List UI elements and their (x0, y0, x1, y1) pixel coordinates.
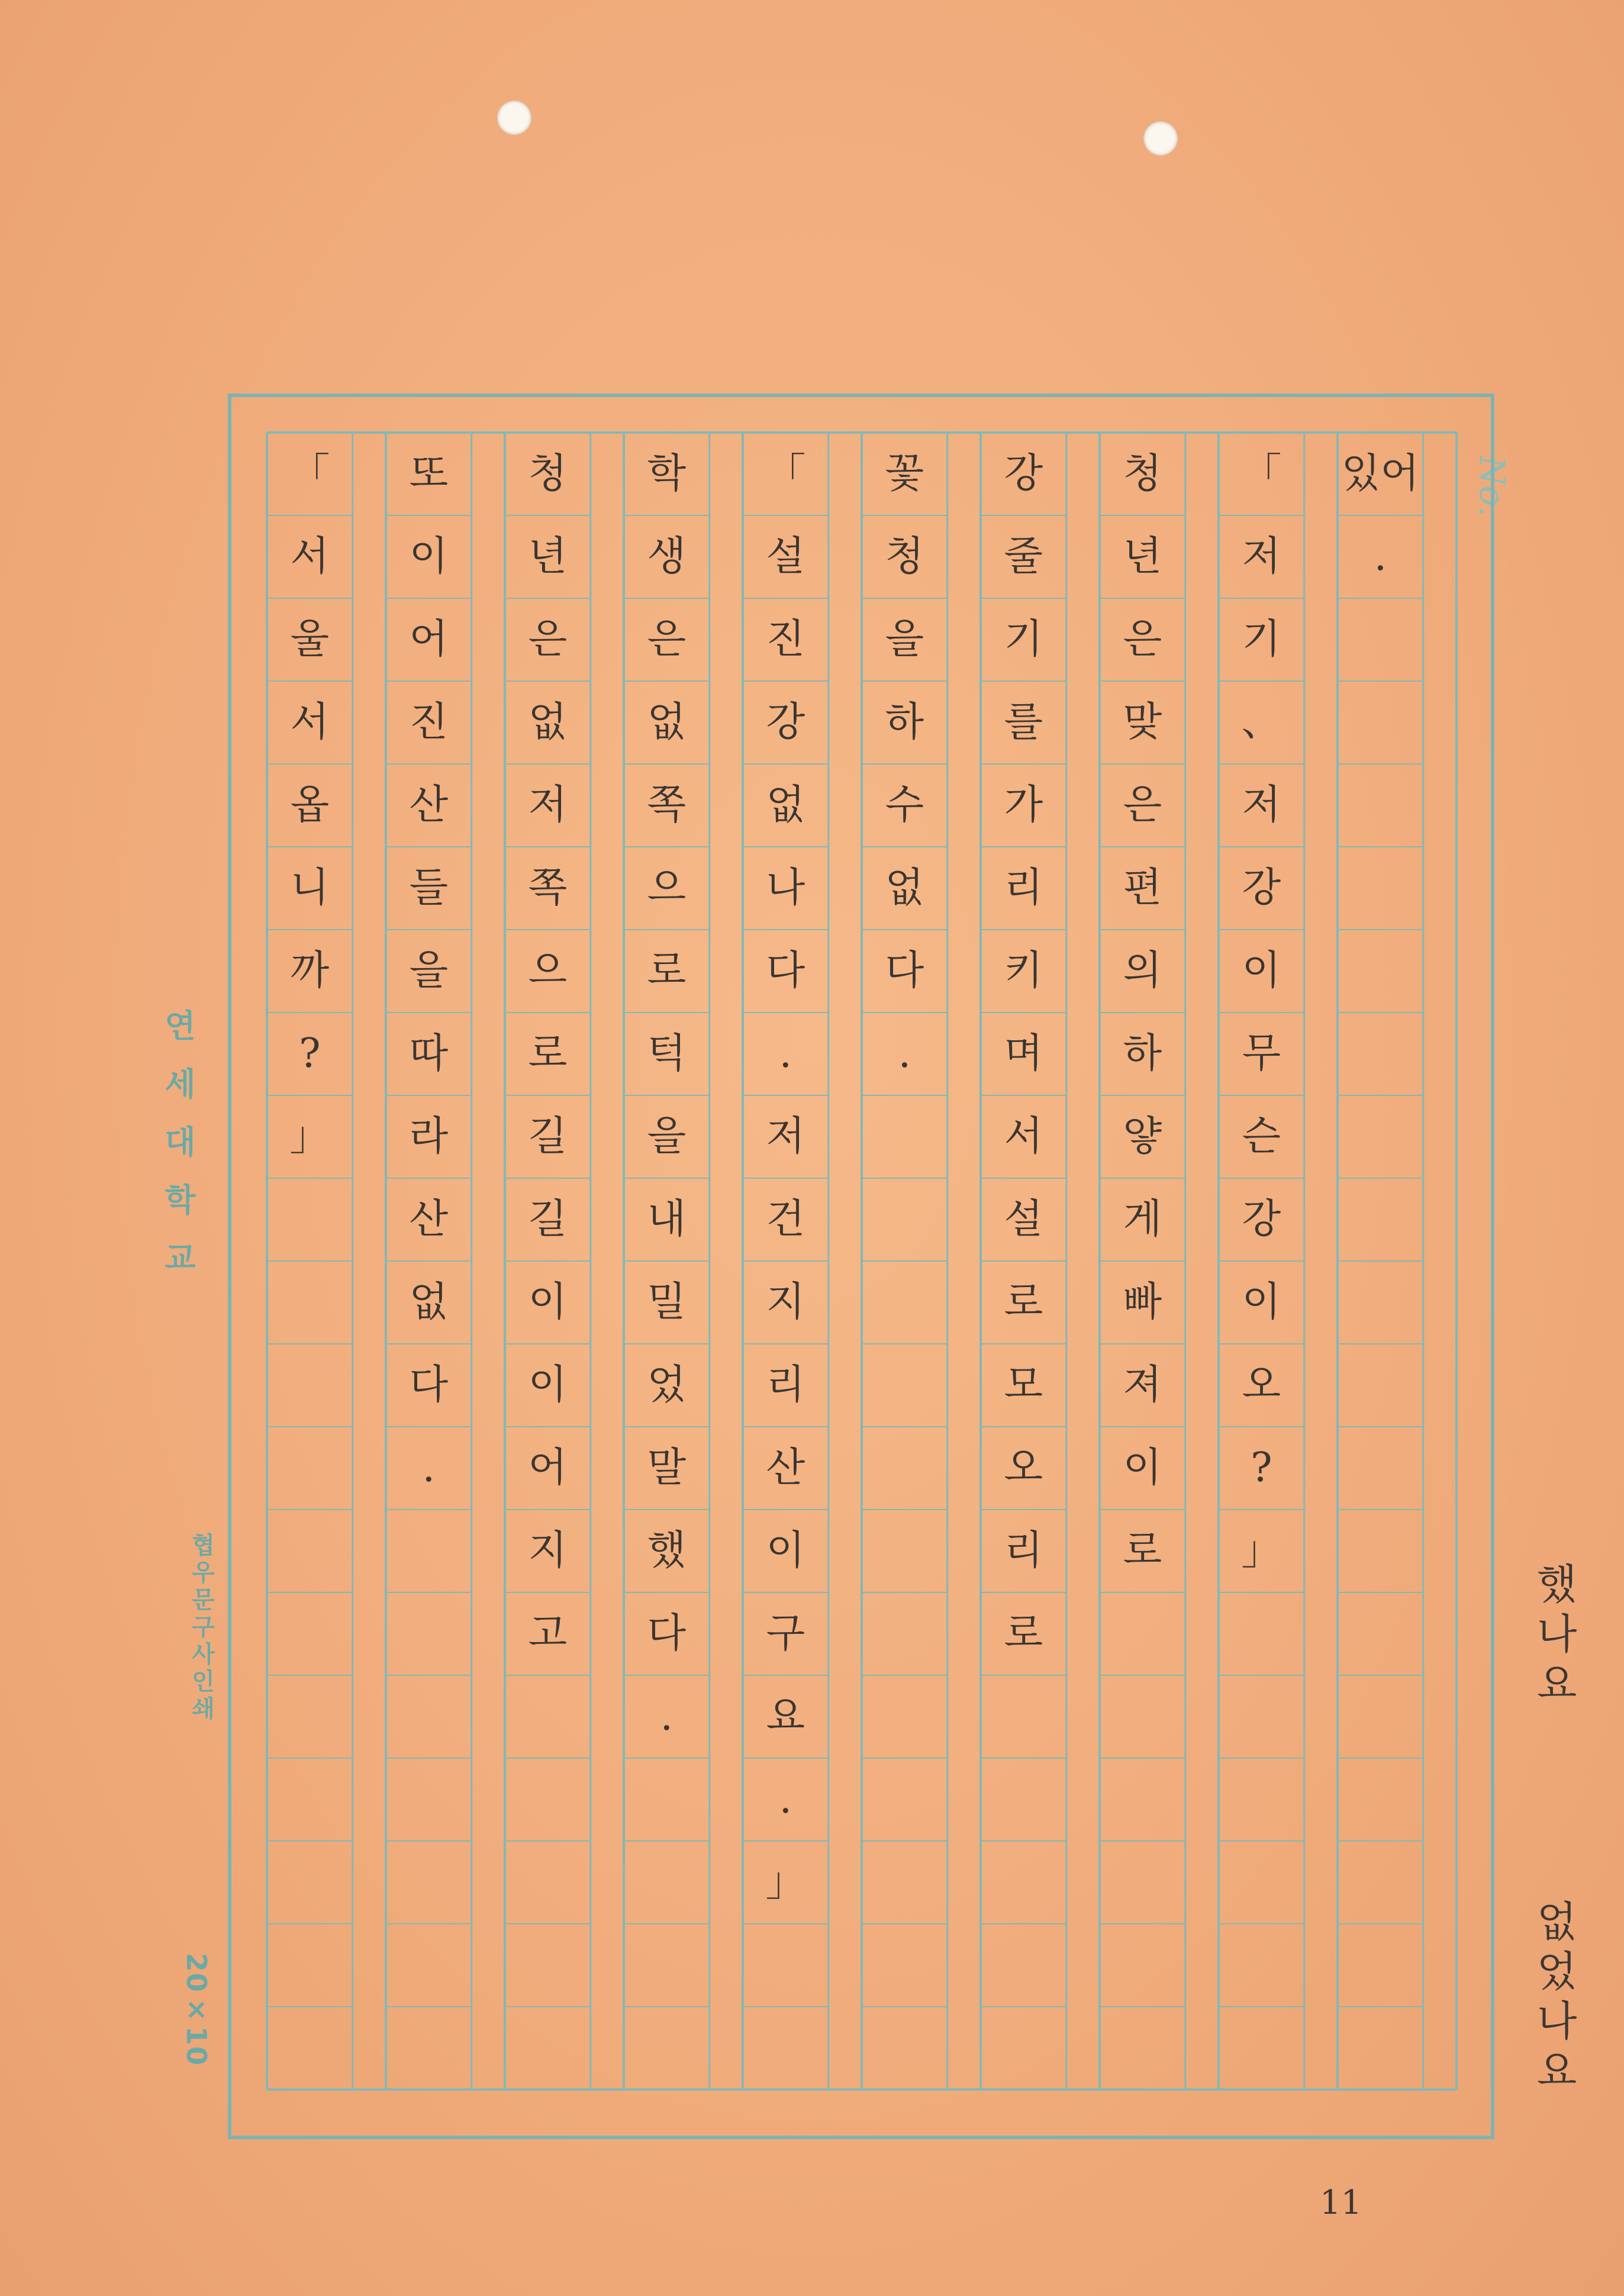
handwritten-character: 」 (289, 1113, 330, 1160)
handwritten-character: 산 (409, 1196, 449, 1243)
handwritten-character: 었 (647, 1362, 687, 1408)
handwritten-character: 키 (1004, 947, 1043, 994)
handwritten-character: 년 (528, 533, 568, 580)
handwritten-character: 라 (409, 1113, 449, 1160)
handwritten-character: 을 (409, 947, 449, 994)
handwritten-character: 로 (647, 947, 687, 994)
handwritten-character: 게 (1123, 1196, 1162, 1243)
handwritten-character: 진 (766, 616, 805, 663)
binder-hole-left (497, 101, 531, 135)
handwritten-character: 없 (885, 865, 924, 911)
handwritten-character: 들 (409, 865, 449, 911)
handwritten-character: 어 (409, 616, 449, 663)
handwritten-character: 까 (290, 947, 330, 994)
handwritten-character: 저 (766, 1113, 805, 1160)
handwritten-character: 산 (766, 1444, 805, 1491)
margin-note-1: 했나요 (1529, 1562, 1578, 1711)
handwritten-character: 청 (1123, 450, 1162, 497)
handwritten-character: 이 (766, 1527, 805, 1574)
handwritten-character: 리 (1004, 865, 1043, 911)
handwritten-character: 이 (528, 1362, 568, 1408)
handwritten-character: 옵 (290, 782, 330, 828)
handwritten-character: 」 (1241, 1527, 1282, 1574)
handwritten-character: 」 (765, 1859, 806, 1905)
handwritten-character: 쪽 (647, 782, 687, 828)
handwritten-character: 의 (1123, 947, 1162, 994)
handwritten-character: 건 (766, 1196, 805, 1243)
handwritten-character: 또 (409, 450, 449, 497)
handwritten-character: 이 (1242, 947, 1281, 994)
margin-note-2: 없었나요 (1529, 1900, 1578, 2098)
handwritten-character: 를 (1004, 699, 1043, 746)
handwritten-character: 생 (647, 533, 687, 580)
handwritten-character: 없 (647, 699, 687, 746)
handwritten-character: 울 (290, 616, 330, 663)
handwritten-character: 다 (885, 947, 924, 994)
handwritten-character: 어 (528, 1444, 568, 1491)
handwritten-character: 을 (885, 616, 924, 663)
handwritten-character: 하 (885, 699, 924, 746)
handwritten-character: 지 (528, 1527, 568, 1574)
handwritten-character: 을 (647, 1113, 687, 1160)
handwritten-character: 오 (1242, 1362, 1281, 1408)
handwritten-character: 저 (528, 782, 568, 828)
handwritten-character: 저 (1242, 533, 1281, 580)
handwritten-character: 오 (1004, 1444, 1043, 1491)
handwritten-character: 했 (647, 1527, 687, 1574)
handwritten-character: 로 (1004, 1279, 1043, 1326)
handwritten-character: 청 (528, 450, 568, 497)
handwritten-character: 슨 (1242, 1113, 1281, 1160)
handwritten-character: 져 (1123, 1362, 1162, 1408)
handwritten-character: 기 (1242, 616, 1281, 663)
handwritten-character: 로 (1123, 1527, 1162, 1574)
handwritten-character: 구 (766, 1610, 805, 1657)
grid-size-label: 20×10 (181, 1953, 212, 2067)
handwritten-character: 없 (409, 1279, 449, 1326)
handwritten-character: 며 (1004, 1030, 1043, 1077)
handwritten-character: 강 (1242, 1196, 1281, 1243)
handwritten-character: 로 (1004, 1610, 1043, 1657)
handwritten-character: . (779, 1776, 792, 1823)
handwritten-character: 은 (528, 616, 568, 663)
handwritten-character: 빠 (1123, 1279, 1162, 1326)
handwritten-character: 턱 (647, 1030, 687, 1077)
handwritten-character: 무 (1242, 1030, 1281, 1077)
handwritten-character: 리 (1004, 1527, 1043, 1574)
handwritten-character: 꽃 (885, 450, 924, 497)
binder-hole-right (1143, 121, 1178, 156)
handwritten-character: 고 (528, 1610, 568, 1657)
handwritten-character: 「 (1241, 450, 1282, 497)
handwritten-character: 편 (1123, 865, 1162, 911)
university-name: 연세대학교 (159, 1009, 196, 1299)
handwritten-character: 로 (528, 1030, 568, 1077)
printer-name: 협우문구사인쇄 (188, 1533, 215, 1723)
handwritten-character: 설 (1004, 1196, 1043, 1243)
handwritten-character: 、 (1241, 699, 1282, 746)
handwritten-character: 은 (1123, 782, 1162, 828)
handwritten-character: 얗 (1123, 1113, 1162, 1160)
handwritten-character: 「 (765, 450, 806, 497)
handwritten-character: 나 (766, 865, 805, 911)
handwritten-character: 강 (1004, 450, 1043, 497)
handwritten-character: 있어 (1341, 450, 1420, 497)
handwritten-character: 년 (1123, 533, 1162, 580)
handwritten-character: 맞 (1123, 699, 1162, 746)
handwritten-character: . (779, 1030, 792, 1077)
handwritten-character: ? (299, 1030, 321, 1077)
handwritten-character: 다 (647, 1610, 687, 1657)
handwritten-character: 다 (766, 947, 805, 994)
handwritten-character: 서 (1004, 1113, 1043, 1160)
handwritten-character: 산 (409, 782, 449, 828)
handwritten-character: 강 (1242, 865, 1281, 911)
handwritten-character: 은 (1123, 616, 1162, 663)
handwritten-character: 쪽 (528, 865, 568, 911)
handwritten-character: 이 (528, 1279, 568, 1326)
handwritten-character: 진 (409, 699, 449, 746)
handwritten-character: 내 (647, 1196, 687, 1243)
handwritten-character: 이 (409, 533, 449, 580)
handwritten-character: ? (1251, 1444, 1272, 1491)
handwritten-character: 길 (528, 1113, 568, 1160)
handwritten-character: 수 (885, 782, 924, 828)
handwritten-character: 설 (766, 533, 805, 580)
handwritten-character: 없 (766, 782, 805, 828)
handwritten-character: 다 (409, 1362, 449, 1408)
handwritten-character: 지 (766, 1279, 805, 1326)
manuscript-grid (228, 394, 1494, 2139)
handwritten-character: 이 (1123, 1444, 1162, 1491)
handwritten-character: 서 (290, 533, 330, 580)
handwritten-character: 말 (647, 1444, 687, 1491)
handwritten-character: 하 (1123, 1030, 1162, 1077)
handwritten-character: 으 (647, 865, 687, 911)
handwritten-character: . (660, 1693, 674, 1740)
handwritten-character: . (422, 1444, 436, 1491)
handwritten-character: 으 (528, 947, 568, 994)
handwritten-character: 청 (885, 533, 924, 580)
handwritten-character: 요 (766, 1693, 805, 1740)
handwritten-character: 니 (290, 865, 330, 911)
handwritten-character: 모 (1004, 1362, 1043, 1408)
handwritten-character: 서 (290, 699, 330, 746)
handwritten-character: 은 (647, 616, 687, 663)
handwritten-character: 없 (528, 699, 568, 746)
handwritten-character: 리 (766, 1362, 805, 1408)
handwritten-character: 따 (409, 1030, 449, 1077)
handwritten-character: 기 (1004, 616, 1043, 663)
handwritten-character: 가 (1004, 782, 1043, 828)
handwritten-character: 줄 (1004, 533, 1043, 580)
page-mark: 11 (1320, 2184, 1362, 2222)
handwritten-character: 밀 (647, 1279, 687, 1326)
handwritten-character: . (1374, 533, 1387, 580)
handwritten-character: . (898, 1030, 911, 1077)
number-label: No. (1472, 456, 1512, 517)
handwritten-character: 학 (647, 450, 687, 497)
handwritten-character: 「 (289, 450, 330, 497)
handwritten-character: 이 (1242, 1279, 1281, 1326)
handwritten-character: 길 (528, 1196, 568, 1243)
handwritten-character: 강 (766, 699, 805, 746)
handwritten-character: 저 (1242, 782, 1281, 828)
